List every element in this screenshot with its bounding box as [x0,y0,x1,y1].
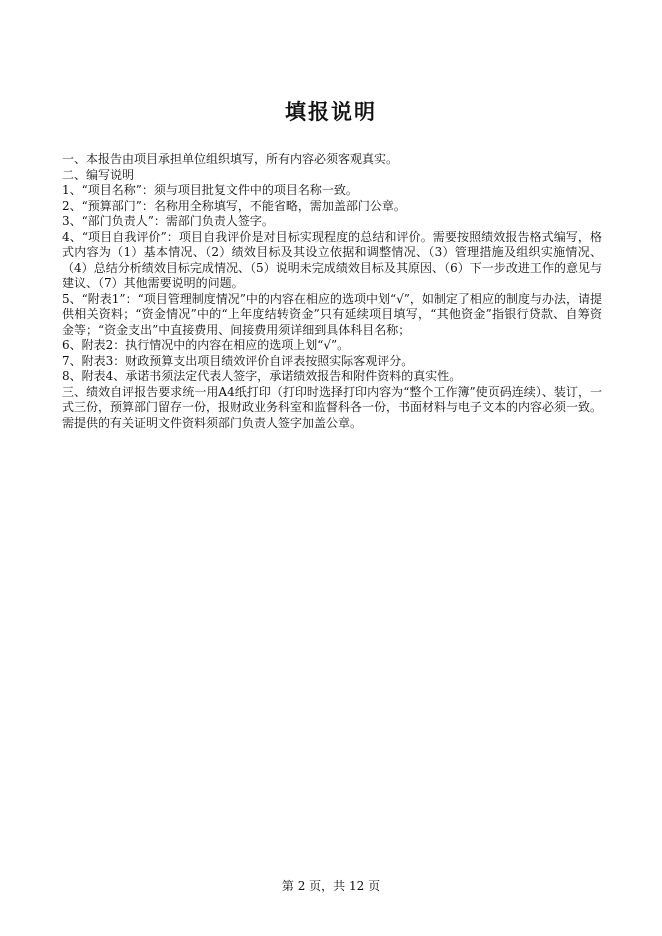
paragraph-item-3: 3、“部门负责人”：需部门负责人签字。 [62,214,274,228]
paragraph-item-7: 7、附表3：财政预算支出项目绩效评价自评表按照实际客观评分。 [62,353,414,368]
instructions-body [62,152,602,431]
paragraph-section-three: 三、绩效自评报告要求统一用A4纸打印（打印时选择打印内容为“整个工作簿”使页码连续）、装订，一式三份，预算部门留存一份，报财政业务科室和监督科各一份，书面材料与电子文本的内容必须一致。需提供的有关证明文件资料须部门负责人签字加盖公章。 [62,384,603,430]
paragraph-intro: 一、本报告由项目承担单位组织填写，所有内容必须客观真实。 [62,152,399,166]
page-title: 填报说明 [285,100,377,124]
page-number-footer: 第 2 页，共 12 页 [281,879,381,893]
paragraph-section-heading: 二、编写说明 [62,167,135,182]
paragraph-item-6: 6、附表2：执行情况中的内容在相应的选项上划“√”。 [62,338,350,352]
paragraph-item-4: 4、“项目自我评价”：项目自我评价是对目标实现程度的总结和评价。需要按照绩效报告格式编写，格式内容为（1）基本情况、（2）绩效目标及其设立依据和调整情况、（3）管理措施及组织实施情况、（4）总结分析绩效目标完成情况、（5）说明未完成绩效目标及其原因、（6）下一步改进工作的意见与建议、（7）其他需要说明的问题。 [62,229,602,290]
paragraph-item-2: 2、“预算部门”：名称用全称填写，不能省略，需加盖部门公章。 [62,198,406,213]
paragraph-item-5: 5、“附表1”：“项目管理制度情况”中的内容在相应的选项中划“√”，如制定了相应的制度与办法，请提供相关资料；“资金情况”中的“上年度结转资金”只有延续项目填写，“其他资金”指银行贷款、自筹资金等；“资金支出”中直接费用、间接费用须详细到具体科目名称； [62,291,602,337]
paragraph-item-8: 8、附表4、承诺书须法定代表人签字，承诺绩效报告和附件资料的真实性。 [62,369,462,383]
paragraph-item-1: 1、“项目名称”：须与项目批复文件中的项目名称一致。 [62,183,358,197]
